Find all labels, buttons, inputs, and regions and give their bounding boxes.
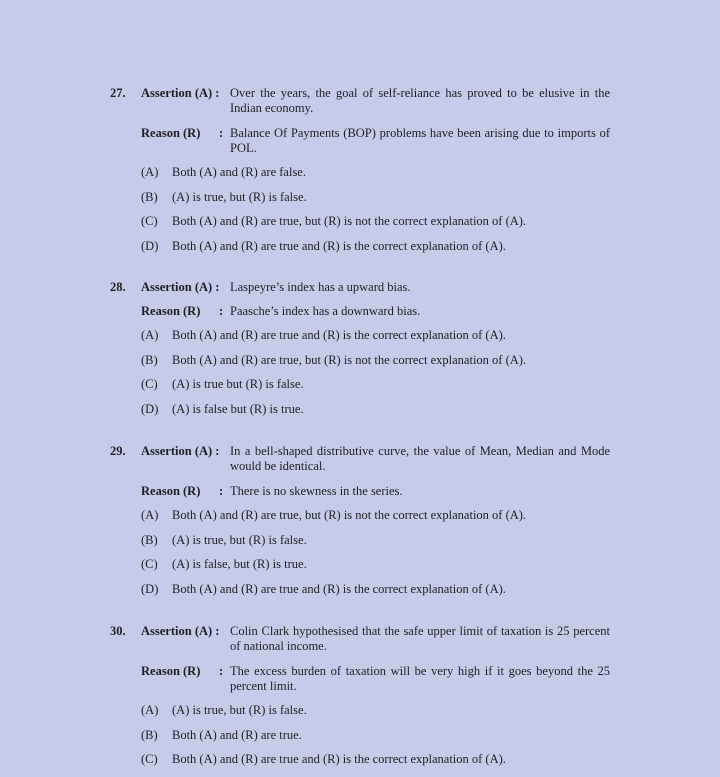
option-letter: (C) [141, 377, 158, 391]
option-letter: (D) [141, 581, 159, 596]
option-text: (A) is true, but (R) is false. [172, 532, 307, 547]
options-list [141, 165, 610, 263]
reason-label: Reason (R) [141, 664, 201, 678]
reason-text: Balance Of Payments (BOP) problems have been arising due to imports of POL. [230, 126, 610, 155]
option-text: Both (A) and (R) are true and (R) is the correct explanation of (A). [172, 328, 506, 342]
assertion-label: Assertion (A) : [141, 444, 220, 458]
option-text: Both (A) and (R) are true, but (R) is not the correct explanation of (A). [172, 352, 527, 367]
option-letter: (C) [141, 214, 158, 228]
question-number: 30. [110, 624, 126, 638]
option-b[interactable] [141, 533, 610, 558]
assertion-line [110, 86, 610, 116]
option-letter: (C) [141, 752, 158, 766]
question-number: 29. [110, 444, 126, 458]
question-29 [110, 444, 610, 606]
reason-colon: : [219, 664, 224, 678]
option-c[interactable] [141, 557, 610, 582]
question-number: 27. [110, 86, 126, 100]
option-text: Both (A) and (R) are true. [172, 727, 302, 742]
option-b[interactable] [141, 190, 610, 215]
reason-text: There is no skewness in the series. [230, 484, 403, 498]
assertion-text: In a bell-shaped distributive curve, the value of Mean, Median and Mode would be identical. [230, 444, 610, 473]
option-text: (A) is true, but (R) is false. [172, 189, 307, 204]
option-letter: (D) [141, 401, 159, 416]
option-text: Both (A) and (R) are true and (R) is the correct explanation of (A). [172, 238, 506, 253]
assertion-label: Assertion (A) : [141, 624, 220, 638]
option-letter: (B) [141, 532, 158, 547]
question-27 [110, 86, 610, 263]
option-d[interactable] [141, 582, 610, 607]
option-letter: (A) [141, 328, 159, 342]
option-letter: (A) [141, 165, 159, 179]
option-letter: (C) [141, 557, 158, 571]
reason-text: The excess burden of taxation will be very high if it goes beyond the 25 percent limit. [230, 664, 610, 693]
question-number: 28. [110, 280, 126, 294]
question-30 [110, 624, 610, 777]
reason-label: Reason (R) [141, 484, 201, 498]
option-letter: (A) [141, 508, 159, 522]
option-c[interactable] [141, 752, 610, 777]
option-a[interactable] [141, 328, 610, 353]
options-list [141, 508, 610, 606]
option-a[interactable] [141, 165, 610, 190]
reason-line [141, 304, 610, 319]
reason-colon: : [219, 126, 224, 140]
option-letter: (B) [141, 189, 158, 204]
assertion-label: Assertion (A) : [141, 86, 220, 100]
option-c[interactable] [141, 377, 610, 402]
option-letter: (B) [141, 352, 158, 367]
assertion-text: Laspeyre’s index has a upward bias. [230, 280, 411, 294]
assertion-line [110, 624, 610, 654]
option-text: Both (A) and (R) are false. [172, 165, 306, 179]
reason-line [141, 484, 610, 499]
option-d[interactable] [141, 402, 610, 427]
option-text: Both (A) and (R) are true, but (R) is not the correct explanation of (A). [172, 508, 527, 522]
reason-line [141, 664, 610, 694]
option-text: (A) is true, but (R) is false. [172, 703, 307, 717]
option-text: Both (A) and (R) are true and (R) is the correct explanation of (A). [172, 581, 506, 596]
option-letter: (B) [141, 727, 158, 742]
option-b[interactable] [141, 353, 610, 378]
option-letter: (D) [141, 238, 159, 253]
option-c[interactable] [141, 214, 610, 239]
option-text: (A) is true but (R) is false. [172, 377, 304, 391]
option-letter: (A) [141, 703, 159, 717]
question-28 [110, 280, 610, 426]
assertion-text: Colin Clark hypothesised that the safe upper limit of taxation is 25 percent of national income. [230, 624, 610, 653]
reason-colon: : [219, 304, 224, 318]
assertion-line [110, 444, 610, 474]
options-list [141, 328, 610, 426]
options-list [141, 703, 610, 777]
assertion-line [110, 280, 610, 295]
reason-label: Reason (R) [141, 304, 201, 318]
assertion-label: Assertion (A) : [141, 280, 220, 294]
option-a[interactable] [141, 508, 610, 533]
reason-line [141, 126, 610, 156]
reason-text: Paasche’s index has a downward bias. [230, 304, 421, 318]
option-a[interactable] [141, 703, 610, 728]
option-text: Both (A) and (R) are true and (R) is the correct explanation of (A). [172, 752, 506, 766]
reason-colon: : [219, 484, 224, 498]
assertion-text: Over the years, the goal of self-reliance has proved to be elusive in the Indian economy. [230, 86, 610, 115]
option-d[interactable] [141, 239, 610, 264]
reason-label: Reason (R) [141, 126, 201, 140]
option-text: Both (A) and (R) are true, but (R) is not the correct explanation of (A). [172, 214, 527, 228]
option-b[interactable] [141, 728, 610, 753]
option-text: (A) is false, but (R) is true. [172, 557, 307, 571]
option-text: (A) is false but (R) is true. [172, 401, 304, 416]
